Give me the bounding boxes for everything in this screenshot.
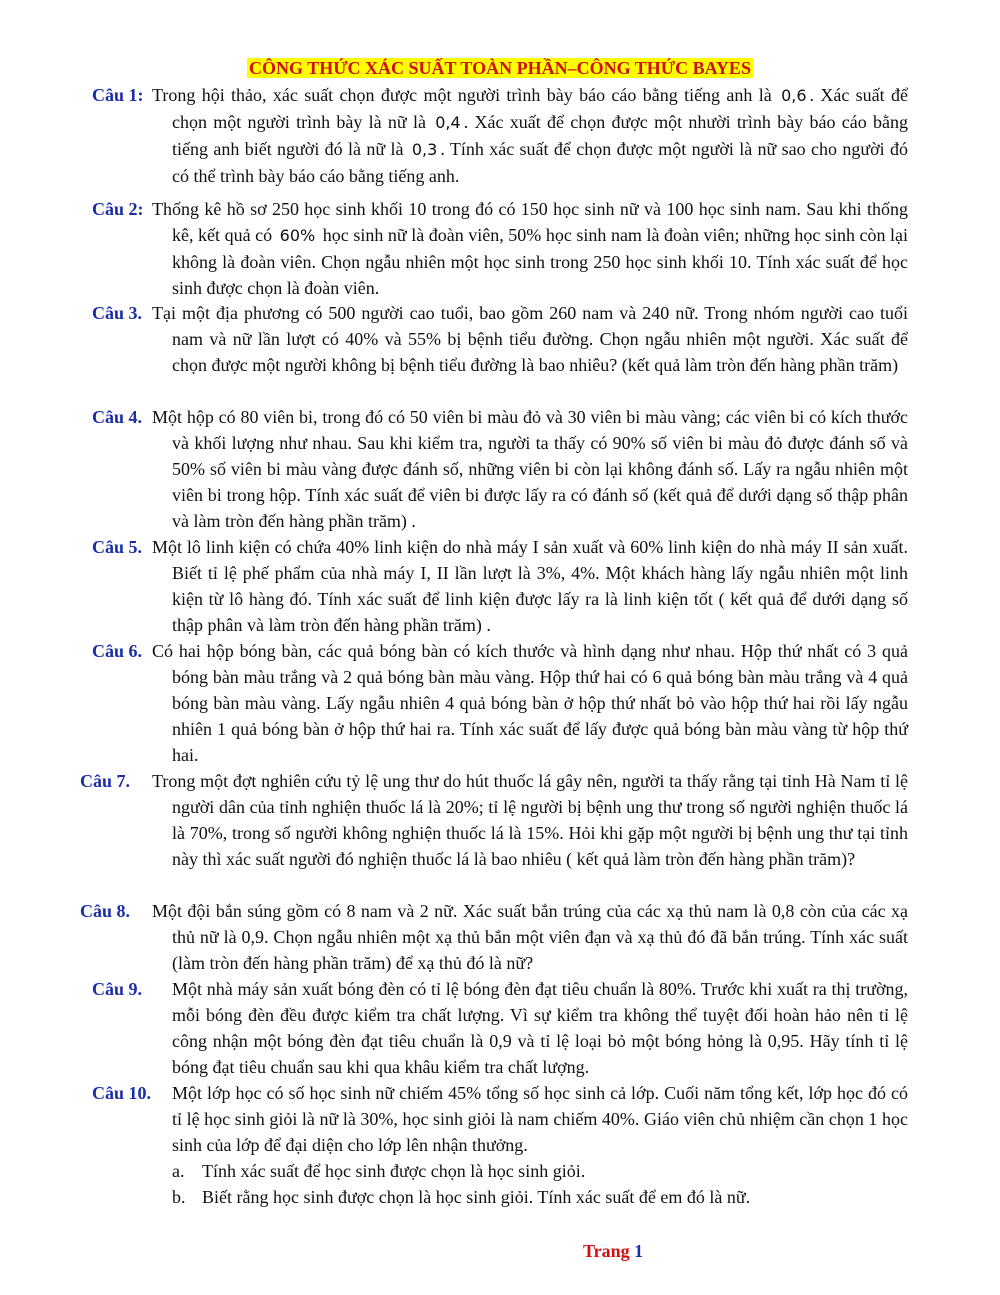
question-text-part: Trong hội thảo, xác suất chọn được một người trình bày báo cáo bằng tiếng anh là [152,85,772,105]
sub-question-label: b. [172,1187,186,1207]
question-text [92,196,908,301]
question-label: Câu 7. [80,771,131,791]
question-text: Có hai hộp bóng bàn, các quả bóng bàn có kích thước và hình dạng như nhau. Hộp thứ nhất có 3 quả bóng bàn màu trắng và 2 quả bóng bàn màu vàng. Hộp thứ hai có 6 quả bóng bàn màu trắng và 4 quả bóng bàn màu vàng. Lấy ngẫu nhiên 4 quả bóng bàn ở hộp thứ nhất bỏ vào hộp thứ hai rồi lấy ngẫu nhiên 1 quả bóng bàn ở hộp thứ hai ra. Tính xác suất để lấy được quả bóng bàn màu vàng từ hộp thứ hai. [152,641,908,765]
question-label: Câu 1: [92,85,144,105]
sub-question-text: Biết rằng học sinh được chọn là học sinh giỏi. Tính xác suất để em đó là nữ. [202,1187,751,1207]
question-text: Một nhà máy sản xuất bóng đèn có tỉ lệ bóng đèn đạt tiêu chuẩn là 80%. Trước khi xuất ra thị trường, mỗi bóng đèn đều được kiểm tra chất lượng. Vì sự kiểm tra không thể tuyệt đối hoàn hảo nên tỉ lệ công nhận một bóng đèn đạt tiêu chuẩn là 0,9 và tỉ lệ loại bỏ một bóng hỏng là 0,95. Hãy tính tỉ lệ bóng đạt tiêu chuẩn sau khi qua khâu kiểm tra chất lượng. [172,979,908,1077]
question-text-part: . Xác xuất để chọn được một nhười trình bày báo cáo bằng tiếng anh biết người đó là nữ là [172,112,908,159]
question-label: Câu 9. [92,979,143,999]
question-7 [80,768,908,872]
question-text-part: . Tính xác suất để chọn được một người là nữ sao cho người đó có thể trình bày báo cáo bằng tiếng anh. [172,139,909,186]
question-text: Một lô linh kiện có chứa 40% linh kiện do nhà máy I sản xuất và 60% linh kiện do nhà máy II sản xuất. Biết tỉ lệ phế phẩm của nhà máy I, II lần lượt là 3%, 4%. Một khách hàng lấy ngẫu nhiên một linh kiện từ lô hàng đó. Tính xác suất để linh kiện được lấy ra là linh kiện tốt ( kết quả để dưới dạng số thập phân và làm tròn đến hàng phần trăm) . [152,537,908,635]
question-label: Câu 10. [92,1083,152,1103]
question-6 [92,638,908,768]
sub-question-text: Tính xác suất để học sinh được chọn là học sinh giỏi. [202,1161,586,1181]
question-label: Câu 4. [92,407,143,427]
question-text: Tại một địa phương có 500 người cao tuổi, bao gồm 260 nam và 240 nữ. Trong nhóm người cao tuổi nam và nữ lần lượt có 40% và 55% bị bệnh tiểu đường. Chọn ngẫu nhiên một người. Xác suất để chọn được một người không bị bệnh tiểu đường là bao nhiêu? (kết quả làm tròn đến hàng phần trăm) [152,303,908,375]
sub-question-a [172,1158,908,1184]
sub-question-label: a. [172,1161,185,1181]
math-value: 0,3 [411,140,438,159]
math-value: 60% [279,226,316,245]
question-text: Trong một đợt nghiên cứu tỷ lệ ung thư do hút thuốc lá gây nên, người ta thấy rằng tại tỉnh Hà Nam tỉ lệ người dân của tỉnh nghiện thuốc lá là 20%; tỉ lệ người bị bệnh ung thư trong số người nghiện thuốc lá là 70%, trong số người không nghiện thuốc lá là 15%. Hỏi khi gặp một người bị bệnh ung thư tại tỉnh này thì xác suất người đó nghiện thuốc lá là bao nhiêu ( kết quả làm tròn đến hàng phần trăm)? [152,771,908,869]
sub-question-b [172,1184,908,1210]
question-3 [92,300,908,378]
question-2 [92,196,908,301]
question-1 [92,82,908,189]
question-text-part: . Xác suất để chọn một người trình bày là nữ là [172,85,908,132]
question-4 [92,404,908,534]
question-text-part: Thống kê hồ sơ 250 học sinh khối 10 trong đó có 150 học sinh nữ và 100 học sinh nam. Sau khi thống kê, kết quả có [152,199,908,245]
question-text: Một đội bắn súng gồm có 8 nam và 2 nữ. Xác suất bắn trúng của các xạ thủ nam là 0,8 còn của các xạ thủ nữ là 0,9. Chọn ngẫu nhiên một xạ thủ bắn một viên đạn và xạ thủ đó đã bắn trúng. Tính xác suất (làm tròn đến hàng phần trăm) để xạ thủ đó là nữ? [152,901,908,973]
question-label: Câu 6. [92,641,143,661]
question-10 [92,1080,908,1158]
question-label: Câu 3. [92,303,143,323]
question-8 [80,898,908,976]
math-value: 0,6 [781,86,807,105]
question-label: Câu 2: [92,199,144,219]
math-value: 0,4 [435,113,461,132]
question-label: Câu 5. [92,537,143,557]
page-footer [583,1241,643,1262]
page-label: Trang [583,1241,630,1261]
question-5 [92,534,908,638]
question-text-part: học sinh nữ là đoàn viên, 50% học sinh nam là đoàn viên; những học sinh còn lại không là đoàn viên. Chọn ngẫu nhiên một học sinh trong 250 học sinh khối 10. Tính xác suất để học sinh được chọn là đoàn viên. [172,225,909,298]
question-label: Câu 8. [80,901,131,921]
question-text: Một lớp học có số học sinh nữ chiếm 45% tổng số học sinh cả lớp. Cuối năm tổng kết, lớp học đó có tỉ lệ học sinh giỏi là nữ là 30%, học sinh giỏi là nam chiếm 40%. Giáo viên chủ nhiệm cần chọn 1 học sinh của lớp để đại diện cho lớp lên nhận thưởng. [172,1083,908,1155]
page-title: CÔNG THỨC XÁC SUẤT TOÀN PHẦN–CÔNG THỨC BAYES [249,58,751,78]
question-text [92,82,908,189]
question-text: Một hộp có 80 viên bi, trong đó có 50 viên bi màu đỏ và 30 viên bi màu vàng; các viên bi có kích thước và khối lượng như nhau. Sau khi kiểm tra, người ta thấy có 90% số viên bi màu đỏ được đánh số và 50% số viên bi màu vàng được đánh số, những viên bi còn lại không đánh số. Lấy ra ngẫu nhiên một viên bi trong hộp. Tính xác suất để viên bi được lấy ra có đánh số (kết quả để dưới dạng số thập phân và làm tròn đến hàng phần trăm) . [152,407,908,531]
question-9 [92,976,908,1080]
page-number: 1 [634,1241,644,1261]
page-title-wrapper [0,56,1000,80]
